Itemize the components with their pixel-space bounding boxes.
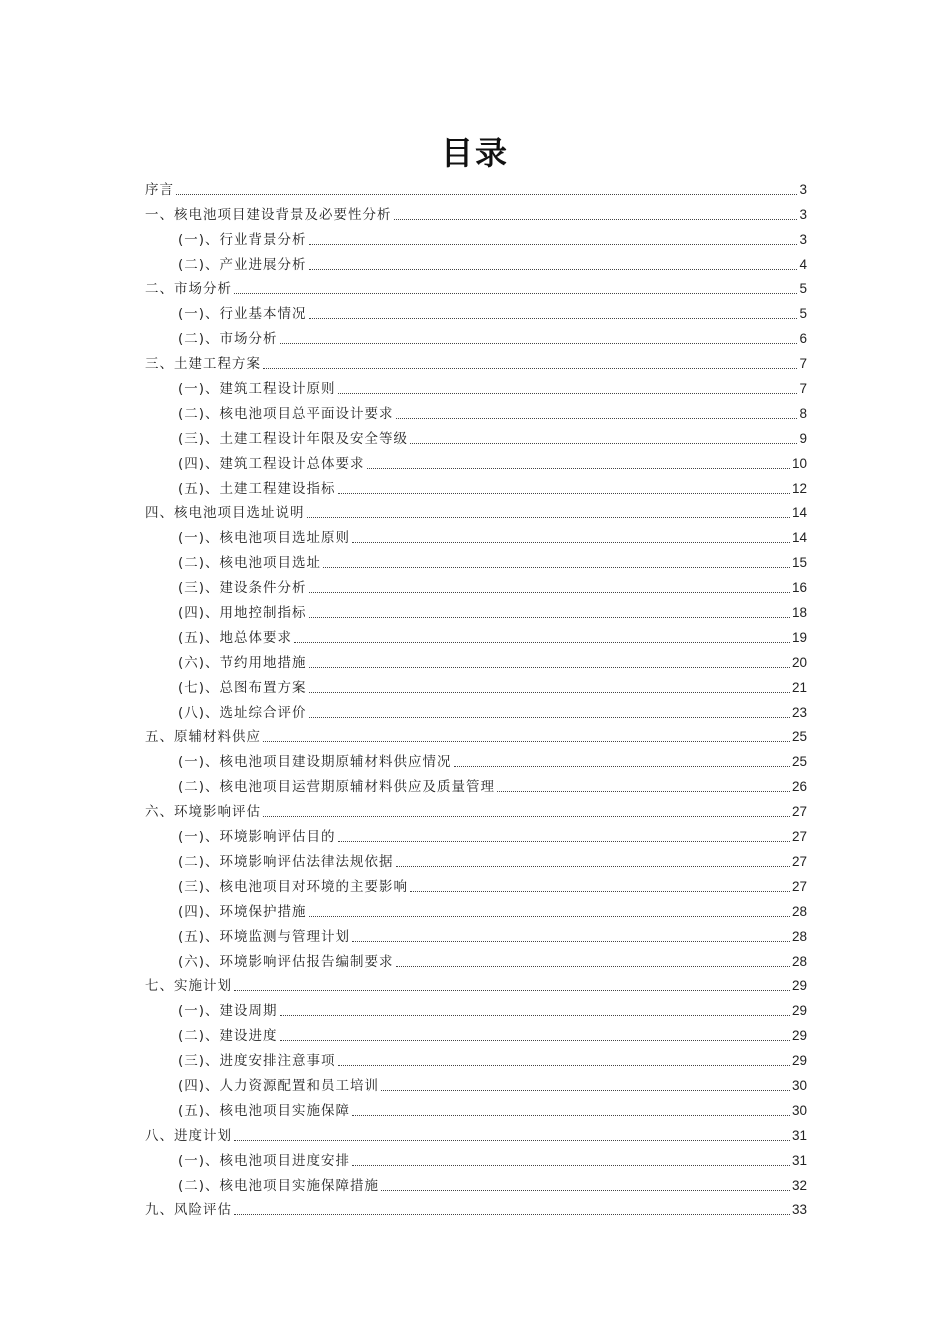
toc-entry[interactable] <box>145 348 807 373</box>
toc-leader-dots <box>234 990 790 991</box>
toc-entry-label: (二)、核电池项目实施保障措施 <box>178 1177 380 1194</box>
toc-leader-dots <box>454 766 790 767</box>
toc-entry-label: 九、风险评估 <box>145 1202 232 1219</box>
toc-entry-label: 六、环境影响评估 <box>145 804 261 821</box>
toc-entry-page: 27 <box>791 829 807 845</box>
toc-entry-page: 20 <box>791 654 807 670</box>
toc-entry-label: (二)、核电池项目选址 <box>178 555 322 572</box>
toc-entry-label: (一)、核电池项目选址原则 <box>178 530 351 547</box>
toc-entry[interactable] <box>145 522 807 547</box>
table-of-contents <box>145 174 807 1219</box>
toc-entry[interactable] <box>145 1020 807 1045</box>
toc-entry-label: (一)、核电池项目建设期原辅材料供应情况 <box>178 754 452 771</box>
toc-entry[interactable] <box>145 971 807 996</box>
toc-entry-label: (二)、核电池项目总平面设计要求 <box>178 405 394 422</box>
toc-entry[interactable] <box>145 672 807 697</box>
toc-entry-label: 一、核电池项目建设背景及必要性分析 <box>145 206 392 223</box>
toc-leader-dots <box>309 318 798 319</box>
toc-leader-dots <box>497 791 790 792</box>
toc-entry-page: 7 <box>799 356 807 372</box>
toc-entry-label: (一)、行业基本情况 <box>178 306 307 323</box>
toc-entry-page: 16 <box>791 580 807 596</box>
toc-entry[interactable] <box>145 697 807 722</box>
toc-entry[interactable] <box>145 821 807 846</box>
toc-entry[interactable] <box>145 1070 807 1095</box>
toc-entry-page: 3 <box>799 231 807 247</box>
toc-entry-label: 序言 <box>145 181 174 198</box>
toc-entry-page: 28 <box>791 953 807 969</box>
toc-entry-page: 3 <box>799 206 807 222</box>
toc-entry-label: (五)、地总体要求 <box>178 629 293 646</box>
toc-leader-dots <box>396 966 790 967</box>
toc-entry-label: (一)、建设周期 <box>178 1003 278 1020</box>
toc-entry-page: 9 <box>799 430 807 446</box>
toc-entry[interactable] <box>145 622 807 647</box>
toc-entry-label: (五)、土建工程建设指标 <box>178 480 336 497</box>
toc-entry-label: (三)、土建工程设计年限及安全等级 <box>178 430 409 447</box>
toc-entry-label: (五)、环境监测与管理计划 <box>178 928 351 945</box>
toc-leader-dots <box>176 194 797 195</box>
toc-entry[interactable] <box>145 199 807 224</box>
toc-leader-dots <box>309 269 798 270</box>
toc-leader-dots <box>309 692 790 693</box>
toc-entry-page: 14 <box>791 505 807 521</box>
toc-leader-dots <box>367 468 790 469</box>
toc-leader-dots <box>263 816 790 817</box>
toc-leader-dots <box>352 1115 790 1116</box>
toc-entry[interactable] <box>145 473 807 498</box>
toc-entry-page: 29 <box>791 1053 807 1069</box>
toc-leader-dots <box>323 567 790 568</box>
toc-entry[interactable] <box>145 995 807 1020</box>
toc-entry-page: 19 <box>791 629 807 645</box>
toc-entry-label: (八)、选址综合评价 <box>178 704 307 721</box>
toc-entry[interactable] <box>145 448 807 473</box>
toc-entry-page: 12 <box>791 480 807 496</box>
toc-leader-dots <box>338 1065 790 1066</box>
toc-leader-dots <box>338 493 790 494</box>
toc-leader-dots <box>309 617 790 618</box>
toc-entry-label: (四)、用地控制指标 <box>178 605 307 622</box>
toc-leader-dots <box>294 642 790 643</box>
toc-entry[interactable] <box>145 796 807 821</box>
toc-entry-page: 10 <box>791 455 807 471</box>
toc-title: 目录 <box>440 134 509 172</box>
toc-entry[interactable] <box>145 871 807 896</box>
toc-entry[interactable] <box>145 1095 807 1120</box>
toc-leader-dots <box>338 841 790 842</box>
toc-entry[interactable] <box>145 1195 807 1220</box>
toc-leader-dots <box>410 443 797 444</box>
toc-leader-dots <box>309 916 790 917</box>
toc-entry-page: 23 <box>791 704 807 720</box>
toc-entry-page: 27 <box>791 804 807 820</box>
toc-entry[interactable] <box>145 274 807 299</box>
toc-entry-page: 5 <box>799 306 807 322</box>
toc-entry[interactable] <box>145 1170 807 1195</box>
toc-entry[interactable] <box>145 1045 807 1070</box>
toc-entry-page: 25 <box>791 729 807 745</box>
toc-entry-page: 29 <box>791 1028 807 1044</box>
toc-entry-page: 30 <box>791 1077 807 1093</box>
toc-entry[interactable] <box>145 846 807 871</box>
toc-entry-label: 四、核电池项目选址说明 <box>145 505 305 522</box>
toc-entry-page: 25 <box>791 754 807 770</box>
toc-entry-page: 15 <box>791 555 807 571</box>
toc-entry[interactable] <box>145 1120 807 1145</box>
toc-entry-label: (五)、核电池项目实施保障 <box>178 1102 351 1119</box>
toc-entry-page: 32 <box>791 1177 807 1193</box>
toc-entry-label: (四)、建筑工程设计总体要求 <box>178 455 365 472</box>
toc-entry-label: (六)、环境影响评估报告编制要求 <box>178 953 394 970</box>
toc-entry-label: (一)、环境影响评估目的 <box>178 829 336 846</box>
toc-entry-page: 27 <box>791 853 807 869</box>
toc-entry-label: 七、实施计划 <box>145 978 232 995</box>
toc-entry[interactable] <box>145 498 807 523</box>
toc-entry-label: (三)、建设条件分析 <box>178 580 307 597</box>
toc-leader-dots <box>234 1214 790 1215</box>
toc-entry[interactable] <box>145 722 807 747</box>
toc-entry-label: (四)、环境保护措施 <box>178 903 307 920</box>
toc-entry-label: (三)、进度安排注意事项 <box>178 1053 336 1070</box>
toc-entry[interactable] <box>145 323 807 348</box>
toc-entry-page: 26 <box>791 779 807 795</box>
toc-leader-dots <box>352 542 790 543</box>
toc-leader-dots <box>352 941 790 942</box>
toc-entry[interactable] <box>145 1145 807 1170</box>
toc-entry[interactable] <box>145 174 807 199</box>
toc-entry-page: 28 <box>791 903 807 919</box>
toc-leader-dots <box>280 343 798 344</box>
toc-leader-dots <box>234 1140 790 1141</box>
toc-entry-page: 4 <box>799 256 807 272</box>
toc-leader-dots <box>410 891 790 892</box>
toc-entry[interactable] <box>145 398 807 423</box>
toc-entry-label: (二)、产业进展分析 <box>178 256 307 273</box>
toc-entry-page: 29 <box>791 978 807 994</box>
toc-entry-label: (一)、行业背景分析 <box>178 231 307 248</box>
toc-entry-page: 5 <box>799 281 807 297</box>
toc-leader-dots <box>309 592 790 593</box>
toc-leader-dots <box>396 418 798 419</box>
toc-entry[interactable] <box>145 423 807 448</box>
toc-entry-label: 五、原辅材料供应 <box>145 729 261 746</box>
toc-entry-page: 6 <box>799 331 807 347</box>
toc-entry[interactable] <box>145 771 807 796</box>
toc-entry-page: 8 <box>799 405 807 421</box>
toc-entry-label: (一)、建筑工程设计原则 <box>178 381 336 398</box>
toc-entry-label: 二、市场分析 <box>145 281 232 298</box>
toc-entry-page: 14 <box>791 530 807 546</box>
toc-leader-dots <box>263 741 790 742</box>
toc-entry[interactable] <box>145 572 807 597</box>
toc-leader-dots <box>394 219 798 220</box>
toc-entry-label: (二)、市场分析 <box>178 331 278 348</box>
toc-entry[interactable] <box>145 746 807 771</box>
toc-entry-label: 八、进度计划 <box>145 1127 232 1144</box>
toc-entry-label: (二)、核电池项目运营期原辅材料供应及质量管理 <box>178 779 496 796</box>
toc-entry-label: (二)、建设进度 <box>178 1028 278 1045</box>
toc-entry[interactable] <box>145 647 807 672</box>
toc-entry[interactable] <box>145 224 807 249</box>
toc-entry[interactable] <box>145 921 807 946</box>
toc-entry-label: (二)、环境影响评估法律法规依据 <box>178 853 394 870</box>
toc-leader-dots <box>263 368 797 369</box>
toc-entry-page: 33 <box>791 1202 807 1218</box>
toc-leader-dots <box>234 293 797 294</box>
toc-entry[interactable] <box>145 373 807 398</box>
toc-entry-label: (一)、核电池项目进度安排 <box>178 1152 351 1169</box>
toc-leader-dots <box>280 1015 790 1016</box>
toc-entry[interactable] <box>145 249 807 274</box>
toc-leader-dots <box>309 244 798 245</box>
toc-entry[interactable] <box>145 547 807 572</box>
toc-entry-page: 21 <box>791 679 807 695</box>
toc-leader-dots <box>280 1040 790 1041</box>
toc-leader-dots <box>381 1090 790 1091</box>
toc-entry-label: (四)、人力资源配置和员工培训 <box>178 1077 380 1094</box>
toc-entry[interactable] <box>145 946 807 971</box>
toc-leader-dots <box>309 717 790 718</box>
toc-entry-page: 7 <box>799 381 807 397</box>
toc-leader-dots <box>396 866 790 867</box>
toc-leader-dots <box>307 517 790 518</box>
toc-entry-page: 28 <box>791 928 807 944</box>
toc-entry-page: 3 <box>799 181 807 197</box>
toc-entry-page: 27 <box>791 878 807 894</box>
toc-entry-page: 29 <box>791 1003 807 1019</box>
toc-leader-dots <box>381 1190 790 1191</box>
toc-entry-label: (三)、核电池项目对环境的主要影响 <box>178 878 409 895</box>
toc-entry-label: 三、土建工程方案 <box>145 356 261 373</box>
toc-entry-page: 31 <box>791 1127 807 1143</box>
toc-entry-label: (七)、总图布置方案 <box>178 679 307 696</box>
toc-entry[interactable] <box>145 597 807 622</box>
toc-leader-dots <box>338 393 798 394</box>
toc-entry[interactable] <box>145 896 807 921</box>
toc-entry-label: (六)、节约用地措施 <box>178 654 307 671</box>
toc-entry-page: 18 <box>791 605 807 621</box>
toc-leader-dots <box>352 1165 790 1166</box>
toc-entry-page: 30 <box>791 1102 807 1118</box>
toc-entry-page: 31 <box>791 1152 807 1168</box>
toc-entry[interactable] <box>145 298 807 323</box>
toc-leader-dots <box>309 667 790 668</box>
